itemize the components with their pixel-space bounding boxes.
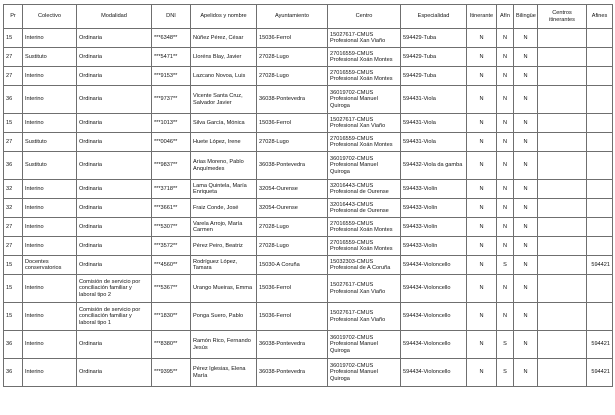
cell-modalidad: Ordinaria [77,133,152,152]
cell-especialidad: 594434-Violoncello [401,331,467,359]
cell-dni: ***5367** [152,275,191,303]
cell-bilingue: N [514,256,538,275]
cell-bilingue: N [514,29,538,48]
cell-centro: 15027617-CMUS Profesional Xan Viaño [328,275,401,303]
table-row [4,275,613,303]
cell-centros-itinerantes [538,152,587,180]
cell-afines: 594421 [587,359,613,387]
cell-especialidad: 594431-Viola [401,86,467,114]
cell-pr: 27 [4,218,23,237]
table-row [4,86,613,114]
cell-centro: 36019702-CMUS Profesional Manuel Quiroga [328,152,401,180]
cell-pr: 36 [4,359,23,387]
cell-especialidad: 594434-Violoncello [401,359,467,387]
header-ayuntamiento: Ayuntamiento [257,5,328,29]
cell-bilingue: N [514,359,538,387]
cell-ayuntamiento: 36038-Pontevedra [257,152,328,180]
header-modalidad: Modalidad [77,5,152,29]
cell-afin: N [497,48,514,67]
cell-colectivo: Interino [23,218,77,237]
cell-modalidad: Ordinaria [77,218,152,237]
cell-itinerante: N [467,86,497,114]
cell-centro: 32016443-CMUS Profesional de Ourense [328,180,401,199]
cell-pr: 36 [4,152,23,180]
header-afin: Afín [497,5,514,29]
cell-apelidos-nombre: Ramón Rico, Fernando Jesús [191,331,257,359]
cell-colectivo: Sustituto [23,133,77,152]
cell-afin: S [497,331,514,359]
cell-dni: ***8380** [152,331,191,359]
cell-modalidad: Ordinaria [77,256,152,275]
cell-ayuntamiento: 36038-Pontevedra [257,86,328,114]
cell-afines [587,152,613,180]
cell-dni: ***3661** [152,199,191,218]
cell-apelidos-nombre: Lazcano Novoa, Luis [191,67,257,86]
cell-afines [587,29,613,48]
cell-ayuntamiento: 15036-Ferrol [257,29,328,48]
cell-apelidos-nombre: Arias Moreno, Pablo Anquímedes [191,152,257,180]
cell-afines [587,86,613,114]
cell-colectivo: Interino [23,303,77,331]
cell-colectivo: Interino [23,331,77,359]
header-centro: Centro [328,5,401,29]
cell-centro: 27016559-CMUS Profesional Xoán Montes [328,133,401,152]
cell-modalidad: Ordinaria [77,48,152,67]
cell-especialidad: 594433-Violín [401,180,467,199]
cell-ayuntamiento: 27028-Lugo [257,67,328,86]
cell-especialidad: 594433-Violín [401,237,467,256]
cell-afines [587,133,613,152]
cell-itinerante: N [467,152,497,180]
cell-centro: 36019702-CMUS Profesional Manuel Quiroga [328,359,401,387]
cell-dni: ***0046** [152,133,191,152]
cell-centros-itinerantes [538,48,587,67]
cell-afines [587,275,613,303]
cell-centro: 27016559-CMUS Profesional Xoán Montes [328,48,401,67]
cell-dni: ***5307** [152,218,191,237]
cell-modalidad: Ordinaria [77,199,152,218]
cell-centros-itinerantes [538,331,587,359]
cell-ayuntamiento: 36038-Pontevedra [257,331,328,359]
cell-bilingue: N [514,199,538,218]
header-apelidos: Apelidos y nombre [191,5,257,29]
cell-especialidad: 594431-Viola [401,133,467,152]
cell-modalidad: Ordinaria [77,114,152,133]
cell-afin: N [497,114,514,133]
cell-pr: 36 [4,86,23,114]
cell-ayuntamiento: 32054-Ourense [257,199,328,218]
cell-especialidad: 594429-Tuba [401,29,467,48]
cell-dni: ***9737** [152,86,191,114]
cell-afines [587,180,613,199]
cell-colectivo: Docentes conservatorios [23,256,77,275]
cell-centro: 36019702-CMUS Profesional Manuel Quiroga [328,331,401,359]
cell-modalidad: Ordinaria [77,180,152,199]
cell-centros-itinerantes [538,359,587,387]
cell-pr: 15 [4,275,23,303]
cell-colectivo: Sustituto [23,152,77,180]
table-row [4,152,613,180]
cell-pr: 15 [4,256,23,275]
cell-itinerante: N [467,303,497,331]
cell-bilingue: N [514,331,538,359]
cell-dni: ***3718** [152,180,191,199]
table-row [4,237,613,256]
cell-especialidad: 594429-Tuba [401,67,467,86]
table-row [4,67,613,86]
cell-bilingue: N [514,133,538,152]
cell-apelidos-nombre: Lama Quintela, María Enriqueta [191,180,257,199]
cell-dni: ***4560** [152,256,191,275]
cell-afines [587,199,613,218]
cell-apelidos-nombre: Pérez Peiro, Beatriz [191,237,257,256]
cell-especialidad: 594431-Viola [401,114,467,133]
cell-ayuntamiento: 15036-Ferrol [257,114,328,133]
table-row [4,331,613,359]
cell-bilingue: N [514,275,538,303]
cell-afines: 594421 [587,331,613,359]
cell-afin: N [497,218,514,237]
cell-ayuntamiento: 27028-Lugo [257,218,328,237]
cell-centros-itinerantes [538,86,587,114]
cell-apelidos-nombre: Urango Mueiras, Emma [191,275,257,303]
cell-itinerante: N [467,48,497,67]
cell-centro: 15027617-CMUS Profesional Xan Viaño [328,303,401,331]
cell-afin: N [497,29,514,48]
cell-especialidad: 594434-Violoncello [401,256,467,275]
table-body [4,29,613,387]
cell-afin: N [497,199,514,218]
cell-apelidos-nombre: Lloréns Blay, Javier [191,48,257,67]
table-row [4,199,613,218]
cell-itinerante: N [467,133,497,152]
cell-centros-itinerantes [538,237,587,256]
cell-centros-itinerantes [538,256,587,275]
cell-centros-itinerantes [538,303,587,331]
cell-colectivo: Interino [23,29,77,48]
cell-centro: 15032303-CMUS Profesional de A Coruña [328,256,401,275]
header-pr: Pr [4,5,23,29]
cell-itinerante: N [467,114,497,133]
header-afines: Afines [587,5,613,29]
table-row [4,180,613,199]
cell-dni: ***1830** [152,303,191,331]
cell-afines: 594421 [587,256,613,275]
cell-colectivo: Interino [23,237,77,256]
cell-especialidad: 594434-Violoncello [401,275,467,303]
cell-afin: N [497,67,514,86]
cell-especialidad: 594433-Violín [401,218,467,237]
cell-centros-itinerantes [538,114,587,133]
cell-centros-itinerantes [538,180,587,199]
assignments-table [3,4,613,387]
cell-apelidos-nombre: Silva García, Mónica [191,114,257,133]
cell-colectivo: Interino [23,275,77,303]
cell-pr: 36 [4,331,23,359]
cell-afin: N [497,237,514,256]
cell-afin: S [497,256,514,275]
cell-especialidad: 594429-Tuba [401,48,467,67]
cell-apelidos-nombre: Ponga Suero, Pablo [191,303,257,331]
cell-bilingue: N [514,48,538,67]
cell-colectivo: Interino [23,114,77,133]
cell-afin: N [497,180,514,199]
cell-modalidad: Ordinaria [77,237,152,256]
cell-dni: ***6348** [152,29,191,48]
cell-ayuntamiento: 36038-Pontevedra [257,359,328,387]
table-row [4,256,613,275]
cell-pr: 27 [4,133,23,152]
cell-colectivo: Interino [23,67,77,86]
cell-itinerante: N [467,29,497,48]
cell-modalidad: Ordinaria [77,29,152,48]
cell-centros-itinerantes [538,218,587,237]
cell-centro: 36019702-CMUS Profesional Manuel Quiroga [328,86,401,114]
cell-centros-itinerantes [538,29,587,48]
cell-centros-itinerantes [538,199,587,218]
cell-centro: 27016559-CMUS Profesional Xoán Montes [328,67,401,86]
cell-pr: 15 [4,303,23,331]
cell-itinerante: N [467,67,497,86]
cell-modalidad: Comisión de servicio por conciliación familiar y laboral tipo 1 [77,303,152,331]
cell-afin: N [497,133,514,152]
header-colectivo: Colectivo [23,5,77,29]
cell-colectivo: Interino [23,180,77,199]
cell-apelidos-nombre: Huete López, Irene [191,133,257,152]
cell-pr: 27 [4,67,23,86]
cell-ayuntamiento: 27028-Lugo [257,133,328,152]
cell-especialidad: 594434-Violoncello [401,303,467,331]
header-centros-itinerantes: Centros itinerantes [538,5,587,29]
cell-modalidad: Ordinaria [77,359,152,387]
cell-dni: ***9395** [152,359,191,387]
cell-dni: ***9153** [152,67,191,86]
cell-ayuntamiento: 27028-Lugo [257,48,328,67]
cell-afines [587,303,613,331]
cell-bilingue: N [514,67,538,86]
cell-afin: S [497,359,514,387]
cell-bilingue: N [514,180,538,199]
table-row [4,303,613,331]
cell-ayuntamiento: 27028-Lugo [257,237,328,256]
cell-dni: ***5471** [152,48,191,67]
cell-apelidos-nombre: Núñez Pérez, César [191,29,257,48]
cell-centro: 27016559-CMUS Profesional Xoán Montes [328,237,401,256]
cell-itinerante: N [467,256,497,275]
cell-afin: N [497,275,514,303]
cell-itinerante: N [467,359,497,387]
header-especialidad: Especialidad [401,5,467,29]
cell-itinerante: N [467,199,497,218]
cell-pr: 15 [4,114,23,133]
table-row [4,218,613,237]
cell-bilingue: N [514,218,538,237]
table-row [4,359,613,387]
cell-modalidad: Comisión de servicio por conciliación familiar y laboral tipo 2 [77,275,152,303]
cell-centros-itinerantes [538,133,587,152]
cell-bilingue: N [514,86,538,114]
cell-pr: 15 [4,29,23,48]
cell-centros-itinerantes [538,67,587,86]
cell-pr: 32 [4,180,23,199]
cell-dni: ***9837** [152,152,191,180]
cell-bilingue: N [514,114,538,133]
cell-ayuntamiento: 15036-Ferrol [257,275,328,303]
cell-pr: 32 [4,199,23,218]
cell-ayuntamiento: 32054-Ourense [257,180,328,199]
cell-afin: N [497,303,514,331]
table-row [4,114,613,133]
cell-itinerante: N [467,218,497,237]
table-row [4,29,613,48]
cell-pr: 27 [4,237,23,256]
cell-colectivo: Interino [23,359,77,387]
cell-itinerante: N [467,237,497,256]
cell-afin: N [497,86,514,114]
cell-apelidos-nombre: Fraiz Conde, José [191,199,257,218]
cell-centros-itinerantes [538,275,587,303]
cell-afines [587,114,613,133]
cell-centro: 15027617-CMUS Profesional Xan Viaño [328,29,401,48]
cell-especialidad: 594432-Viola da gamba [401,152,467,180]
cell-centro: 27016559-CMUS Profesional Xoán Montes [328,218,401,237]
cell-ayuntamiento: 15036-Ferrol [257,303,328,331]
cell-afines [587,67,613,86]
cell-apelidos-nombre: Varela Arrojo, María Carmen [191,218,257,237]
cell-pr: 27 [4,48,23,67]
cell-itinerante: N [467,180,497,199]
cell-afin: N [497,152,514,180]
cell-afines [587,218,613,237]
cell-centro: 15027617-CMUS Profesional Xan Viaño [328,114,401,133]
cell-centro: 32016443-CMUS Profesional de Ourense [328,199,401,218]
cell-modalidad: Ordinaria [77,86,152,114]
cell-bilingue: N [514,152,538,180]
cell-modalidad: Ordinaria [77,67,152,86]
cell-colectivo: Interino [23,199,77,218]
table-row [4,133,613,152]
cell-colectivo: Interino [23,86,77,114]
cell-ayuntamiento: 15030-A Coruña [257,256,328,275]
cell-apelidos-nombre: Pérez Iglesias, Elena María [191,359,257,387]
cell-afines [587,48,613,67]
cell-bilingue: N [514,303,538,331]
table-row [4,48,613,67]
cell-itinerante: N [467,275,497,303]
cell-dni: ***3572** [152,237,191,256]
table-header-row [4,5,613,29]
header-itinerante: Itinerante [467,5,497,29]
header-bilingue: Bilingüe [514,5,538,29]
cell-colectivo: Sustituto [23,48,77,67]
cell-apelidos-nombre: Rodríguez López, Tamara [191,256,257,275]
header-dni: DNI [152,5,191,29]
cell-bilingue: N [514,237,538,256]
cell-itinerante: N [467,331,497,359]
cell-modalidad: Ordinaria [77,331,152,359]
cell-dni: ***1013** [152,114,191,133]
cell-modalidad: Ordinaria [77,152,152,180]
cell-afines [587,237,613,256]
cell-apelidos-nombre: Vicente Santa Cruz, Salvador Javier [191,86,257,114]
cell-especialidad: 594433-Violín [401,199,467,218]
